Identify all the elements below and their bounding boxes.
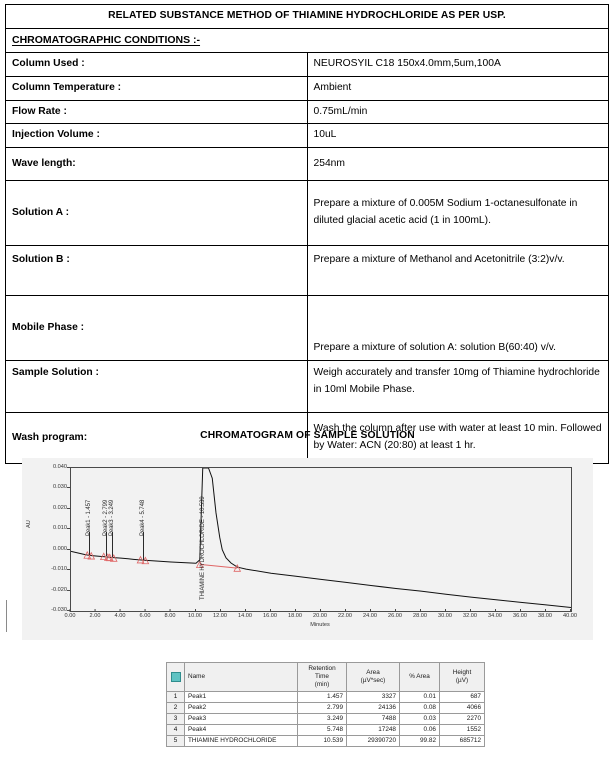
x-tick-label: 4.00 [115,613,126,619]
x-tick-label: 12.00 [213,613,227,619]
peak-height: 687 [440,692,485,703]
table-row[interactable] [167,692,485,703]
grid-corner-icon-cell[interactable] [167,663,185,692]
peak-retention-time: 3.249 [298,714,347,725]
table-row [6,296,609,361]
title-row [6,5,609,29]
method-document [5,4,609,464]
x-tick-label: 38.00 [538,613,552,619]
row-value: Prepare a mixture of 0.005M Sodium 1-octanesulfonate in diluted glacial acetic acid (1 in 100mL). [307,181,609,246]
x-tick-label: 30.00 [438,613,452,619]
section-heading-cell [6,28,609,53]
x-tick-label: 22.00 [338,613,352,619]
x-tick-label: 8.00 [165,613,176,619]
table-row [6,246,609,296]
x-tick-label: 24.00 [363,613,377,619]
x-tick-label: 0.00 [65,613,76,619]
peak-name: Peak3 [185,714,298,725]
peak-area: 29390720 [347,736,400,747]
peak-area: 17248 [347,725,400,736]
table-row[interactable] [167,714,485,725]
peak-annotation-label: Peak1 - 1.457 [86,499,93,536]
x-tick-label: 32.00 [463,613,477,619]
x-tick-label: 14.00 [238,613,252,619]
peak-height: 4066 [440,703,485,714]
peak-annotation-label: Peak3 - 3.249 [108,499,115,536]
table-row [6,361,609,413]
column-header-height[interactable] [440,663,485,692]
row-label: Flow Rate : [6,100,308,124]
results-body [167,692,485,747]
peak-annotation-label: THIAMINE HYDROCHLORIDE - 10.539 [199,496,206,600]
row-value: Prepare a mixture of solution A: solution B(60:40) v/v. [307,296,609,361]
x-tick-label: 16.00 [263,613,277,619]
x-axis-ticks [64,610,577,632]
table-row [6,53,609,77]
x-tick-label: 18.00 [288,613,302,619]
row-value: Prepare a mixture of Methanol and Acetonitrile (3:2)v/v. [307,246,609,296]
chromatogram-trace-svg [71,468,571,611]
row-value: Ambient [307,77,609,101]
peak-percent-area: 99.82 [400,736,440,747]
row-label: Injection Volume : [6,124,308,148]
rt-line-3: (min) [314,681,330,688]
y-tick-label: -0.010 [24,566,70,572]
chromatogram-title: CHROMATOGRAM OF SAMPLE SOLUTION [200,430,415,441]
row-index: 1 [167,692,185,703]
peak-area: 24136 [347,703,400,714]
peak-name: Peak2 [185,703,298,714]
row-label: Wash program: [6,413,308,464]
table-row [6,100,609,124]
peak-height: 685712 [440,736,485,747]
chromatogram-plot-area [70,467,572,612]
row-label: Solution A : [6,181,308,246]
results-header [167,663,485,692]
method-table-body [6,5,609,464]
peak-name: THIAMINE HYDROCHLORIDE [185,736,298,747]
column-header-area[interactable] [347,663,400,692]
area-line-1: Area [366,669,380,676]
x-tick-label: 10.00 [188,613,202,619]
x-tick-label: 6.00 [140,613,151,619]
x-tick-label: 28.00 [413,613,427,619]
peak-leader-line [143,532,144,559]
table-row[interactable] [167,736,485,747]
peak-retention-time: 10.539 [298,736,347,747]
table-row[interactable] [167,703,485,714]
y-tick-label: 0.030 [24,484,70,490]
y-tick-label: 0.000 [24,546,70,552]
rt-line-1: Retention [308,665,336,672]
x-tick-label: 20.00 [313,613,327,619]
table-row [6,124,609,148]
peak-percent-area: 0.08 [400,703,440,714]
section-heading-row [6,28,609,53]
table-row[interactable] [167,725,485,736]
table-row [6,148,609,181]
peak-retention-time: 1.457 [298,692,347,703]
results-header-row [167,663,485,692]
peak-annotation-label: Peak4 - 5.748 [139,499,146,536]
peak-retention-time: 5.748 [298,725,347,736]
x-tick-label: 2.00 [90,613,101,619]
column-header-name[interactable]: Name [185,663,298,692]
page-edge-mark [6,600,7,632]
x-tick-label: 40.00 [563,613,577,619]
row-value: 0.75mL/min [307,100,609,124]
method-conditions-table [5,4,609,464]
table-row [6,77,609,101]
peak-percent-area: 0.03 [400,714,440,725]
x-tick-label: 36.00 [513,613,527,619]
rt-line-2: Time [315,673,329,680]
peak-name: Peak4 [185,725,298,736]
peak-height: 2270 [440,714,485,725]
area-line-2: (µV*sec) [360,677,386,684]
row-index: 4 [167,725,185,736]
peak-name: Peak1 [185,692,298,703]
row-index: 2 [167,703,185,714]
y-tick-label: -0.020 [24,587,70,593]
row-index: 5 [167,736,185,747]
row-label: Solution B : [6,246,308,296]
peak-area: 7488 [347,714,400,725]
row-label: Column Temperature : [6,77,308,101]
table-row [6,181,609,246]
y-axis-ticks [22,464,70,613]
row-value: Weigh accurately and transfer 10mg of Thiamine hydrochloride in 10ml Mobile Phase. [307,361,609,413]
row-value: NEUROSYIL C18 150x4.0mm,5um,100A [307,53,609,77]
row-value: 10uL [307,124,609,148]
grid-corner-icon [171,672,181,682]
row-label: Wave length: [6,148,308,181]
row-index: 3 [167,714,185,725]
y-axis-title: AU [26,520,32,528]
y-tick-label: 0.010 [24,525,70,531]
row-label: Mobile Phase : [6,296,308,361]
height-line-2: (µV) [455,677,469,684]
peak-height: 1552 [440,725,485,736]
x-tick-label: 34.00 [488,613,502,619]
peak-retention-time: 2.799 [298,703,347,714]
section-heading: CHROMATOGRAPHIC CONDITIONS :- [12,33,201,46]
page-title: RELATED SUBSTANCE METHOD OF THIAMINE HYDROCHLORIDE AS PER USP. [6,5,609,29]
row-value: 254nm [307,148,609,181]
peak-results-table [166,662,485,747]
height-line-1: Height [452,669,472,676]
trace-line [71,468,571,608]
x-axis-title: Minutes [310,622,330,628]
peak-percent-area: 0.01 [400,692,440,703]
row-value: Wash the column after use with water at least 10 min. Followed by Water: ACN (20:80) at least 1 hr. [307,413,609,464]
y-tick-label: 0.020 [24,505,70,511]
peak-leader-line [112,532,113,557]
column-header-percent-area[interactable]: % Area [400,663,440,692]
peak-area: 3327 [347,692,400,703]
row-label: Column Used : [6,53,308,77]
x-tick-label: 26.00 [388,613,402,619]
y-tick-label: 0.040 [24,464,70,470]
y-tick-label: -0.030 [24,607,70,613]
column-header-retention-time[interactable] [298,663,347,692]
row-label: Sample Solution : [6,361,308,413]
peak-annotation-label: Peak2 - 2.799 [102,499,109,536]
chromatogram-panel [22,458,593,640]
peak-percent-area: 0.06 [400,725,440,736]
